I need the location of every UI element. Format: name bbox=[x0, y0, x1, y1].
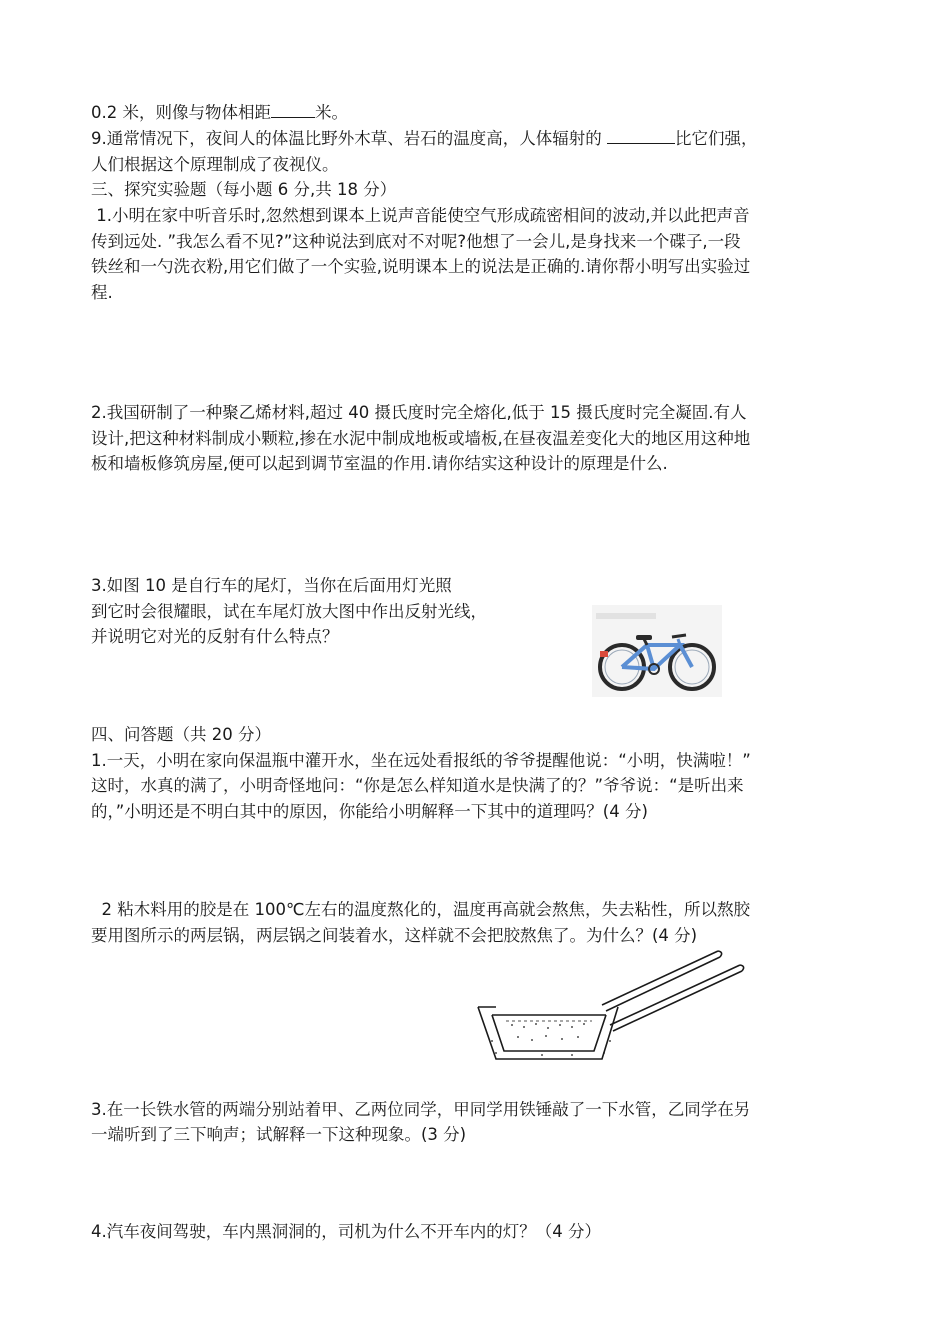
s4-q1-line: 的，”小明还是不明白其中的原因，你能给小明解释一下其中的道理吗？(4 分) bbox=[91, 802, 648, 821]
s4-q2-line: 要用图所示的两层锅，两层锅之间装着水，这样就不会把胶熬焦了。为什么？(4 分) bbox=[91, 926, 698, 945]
s3-q2-line: 设计,把这种材料制成小颗粒,掺在水泥中制成地板或墙板,在昼夜温差变化大的地区用这种地 bbox=[91, 429, 751, 448]
bicycle-figure bbox=[592, 605, 722, 697]
q9-line-2: 人们根据这个原理制成了夜视仪。 bbox=[91, 155, 339, 174]
s3-q1-line: 传到远处. ”我怎么看不见?”这种说法到底对不对呢?他想了一会儿,是身找来一个碟子,一段 bbox=[91, 232, 741, 251]
q8-answer-blank[interactable] bbox=[271, 101, 315, 118]
s3-q3-line: 并说明它对光的反射有什么特点？ bbox=[91, 627, 339, 646]
s4-q1-line: 这时，水真的满了，小明奇怪地问：“你是怎么样知道水是快满了的？”爷爷说：“是听出来 bbox=[91, 776, 744, 795]
s3-q2-line: 板和墙板修筑房屋,便可以起到调节室温的作用.请你结实这种设计的原理是什么. bbox=[91, 454, 668, 473]
s4-q2-line: 2 粘木料用的胶是在 100℃左右的温度熬化的，温度再高就会熬焦，失去粘性，所以熬胶 bbox=[91, 900, 751, 919]
s4-q3-line: 3.在一长铁水管的两端分别站着甲、乙两位同学，甲同学用铁锤敲了一下水管，乙同学在另 bbox=[91, 1100, 751, 1119]
double-boiler-figure bbox=[472, 945, 752, 1065]
s3-q1-line: 1.小明在家中听音乐时,忽然想到课本上说声音能使空气形成疏密相间的波动,并以此把声音 bbox=[91, 206, 750, 225]
q9-text-b: 比它们强， bbox=[675, 129, 758, 148]
q8-tail bbox=[91, 100, 866, 126]
section3-heading: 三、探究实验题（每小题 6 分,共 18 分） bbox=[91, 180, 397, 199]
section4-heading: 四、问答题（共 20 分） bbox=[91, 725, 271, 744]
double-pot-icon bbox=[472, 945, 752, 1065]
s4-q3-line: 一端听到了三下响声；试解释一下这种现象。(3 分) bbox=[91, 1125, 467, 1144]
s3-q1-line: 铁丝和一勺洗衣粉,用它们做了一个实验,说明课本上的说法是正确的.请你帮小明写出实验过 bbox=[91, 257, 751, 276]
s3-q2-line: 2.我国研制了一种聚乙烯材料,超过 40 摄氏度时完全熔化,低于 15 摄氏度时完全凝固.有人 bbox=[91, 403, 747, 422]
q9-line-1 bbox=[91, 126, 866, 152]
s3-q3-line: 3.如图 10 是自行车的尾灯，当你在后面用灯光照 bbox=[91, 576, 452, 595]
s3-q1-line: 程. bbox=[91, 283, 113, 302]
s4-q1-line: 1.一天，小明在家向保温瓶中灌开水，坐在远处看报纸的爷爷提醒他说：“小明，快满啦！” bbox=[91, 751, 751, 770]
q9-text-a: 9.通常情况下，夜间人的体温比野外木草、岩石的温度高，人体辐射的 bbox=[91, 129, 607, 148]
s4-q4-line: 4.汽车夜间驾驶，车内黑洞洞的，司机为什么不开车内的灯？（4 分） bbox=[91, 1222, 601, 1241]
s3-q3-line: 到它时会很耀眼，试在车尾灯放大图中作出反射光线， bbox=[91, 602, 487, 621]
bicycle-icon bbox=[592, 605, 722, 697]
q9-answer-blank[interactable] bbox=[607, 127, 675, 144]
q8-text-a: 0.2 米，则像与物体相距 bbox=[91, 103, 271, 122]
q8-text-b: 米。 bbox=[315, 103, 348, 122]
